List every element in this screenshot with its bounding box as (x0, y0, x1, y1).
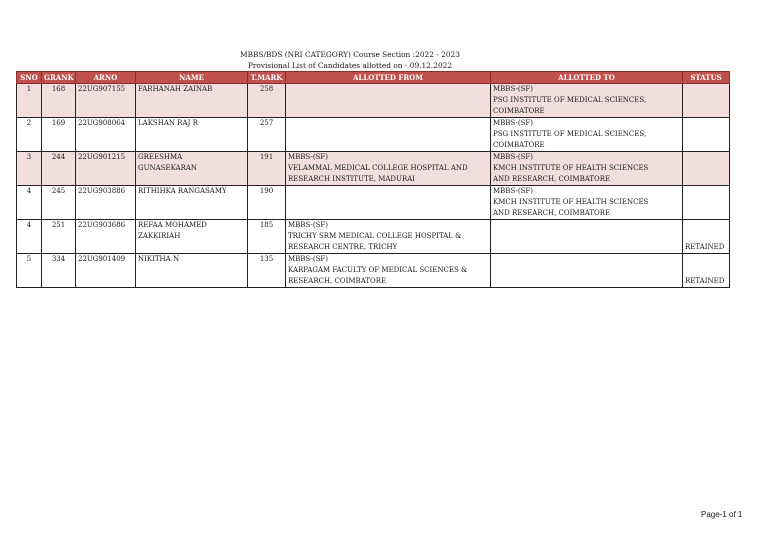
header-sno: SNO (17, 72, 42, 84)
header-allotted-from: ALLOTTED FROM (286, 72, 491, 84)
cell-sno: 4 (17, 186, 42, 220)
cell-sno: 4 (17, 220, 42, 254)
cell-sno: 2 (17, 118, 42, 152)
header-tmark: T.MARK (248, 72, 286, 84)
cell-allotted-to: MBBS-(SF) PSG INSTITUTE OF MEDICAL SCIENCES, COIMBATORE (491, 84, 683, 118)
cell-grank: 334 (42, 254, 76, 288)
cell-name: LAKSHAN RAJ R (136, 118, 248, 152)
table-row (17, 118, 730, 152)
cell-tmark: 191 (248, 152, 286, 186)
cell-grank: 168 (42, 84, 76, 118)
cell-tmark: 257 (248, 118, 286, 152)
cell-status: RETAINED (683, 254, 730, 288)
cell-allotted-from (286, 84, 491, 118)
cell-allotted-to: MBBS-(SF) KMCH INSTITUTE OF HEALTH SCIENCES AND RESEARCH, COIMBATORE (491, 186, 683, 220)
table-body (17, 84, 730, 288)
cell-name: NIKITHA N (136, 254, 248, 288)
cell-sno: 5 (17, 254, 42, 288)
table-row (17, 84, 730, 118)
allotment-table (16, 71, 730, 288)
header-name: NAME (136, 72, 248, 84)
cell-allotted-from: MBBS-(SF) VELAMMAL MEDICAL COLLEGE HOSPITAL AND RESEARCH INSTITUTE, MADURAI (286, 152, 491, 186)
cell-allotted-to (491, 254, 683, 288)
table-row (17, 186, 730, 220)
header-status: STATUS (683, 72, 730, 84)
document-subtitle: Provisional List of Candidates allotted on - 09.12.2022 (247, 61, 453, 70)
header-arno: ARNO (76, 72, 136, 84)
cell-allotted-from: MBBS-(SF) KARPAGAM FACULTY OF MEDICAL SCIENCES & RESEARCH, COIMBATORE (286, 254, 491, 288)
document-title: MBBS/BDS (NRI CATEGORY) Course Section :2022 - 2023 (240, 50, 460, 59)
table-row (17, 254, 730, 288)
cell-arno: 22UG901215 (76, 152, 136, 186)
cell-status: RETAINED (683, 220, 730, 254)
cell-allotted-from (286, 118, 491, 152)
cell-grank: 251 (42, 220, 76, 254)
header-grank: GRANK (42, 72, 76, 84)
cell-sno: 1 (17, 84, 42, 118)
cell-grank: 169 (42, 118, 76, 152)
cell-tmark: 185 (248, 220, 286, 254)
page-number: Page-1 of 1 (701, 510, 743, 519)
cell-name: RITHIHKA RANGASAMY (136, 186, 248, 220)
document-title-block (0, 49, 700, 71)
cell-allotted-to: MBBS-(SF) PSG INSTITUTE OF MEDICAL SCIENCES, COIMBATORE (491, 118, 683, 152)
cell-allotted-from: MBBS-(SF) TRICHY SRM MEDICAL COLLEGE HOSPITAL & RESEARCH CENTRE, TRICHY (286, 220, 491, 254)
cell-name: REFAA MOHAMED ZAKKIRIAH (136, 220, 248, 254)
cell-tmark: 190 (248, 186, 286, 220)
cell-grank: 244 (42, 152, 76, 186)
table-row (17, 220, 730, 254)
table-row (17, 152, 730, 186)
cell-tmark: 258 (248, 84, 286, 118)
cell-name: GREESHMA GUNASEKARAN (136, 152, 248, 186)
cell-name: FARHANAH ZAINAB (136, 84, 248, 118)
cell-grank: 245 (42, 186, 76, 220)
cell-allotted-to: MBBS-(SF) KMCH INSTITUTE OF HEALTH SCIENCES AND RESEARCH, COIMBATORE (491, 152, 683, 186)
cell-allotted-from (286, 186, 491, 220)
cell-status (683, 152, 730, 186)
cell-arno: 22UG908064 (76, 118, 136, 152)
cell-sno: 3 (17, 152, 42, 186)
table-header-row (17, 72, 730, 84)
header-allotted-to: ALLOTTED TO (491, 72, 683, 84)
cell-arno: 22UG903686 (76, 220, 136, 254)
cell-status (683, 186, 730, 220)
cell-allotted-to (491, 220, 683, 254)
cell-tmark: 135 (248, 254, 286, 288)
cell-arno: 22UG901409 (76, 254, 136, 288)
cell-arno: 22UG907155 (76, 84, 136, 118)
cell-status (683, 118, 730, 152)
cell-arno: 22UG903886 (76, 186, 136, 220)
cell-status (683, 84, 730, 118)
